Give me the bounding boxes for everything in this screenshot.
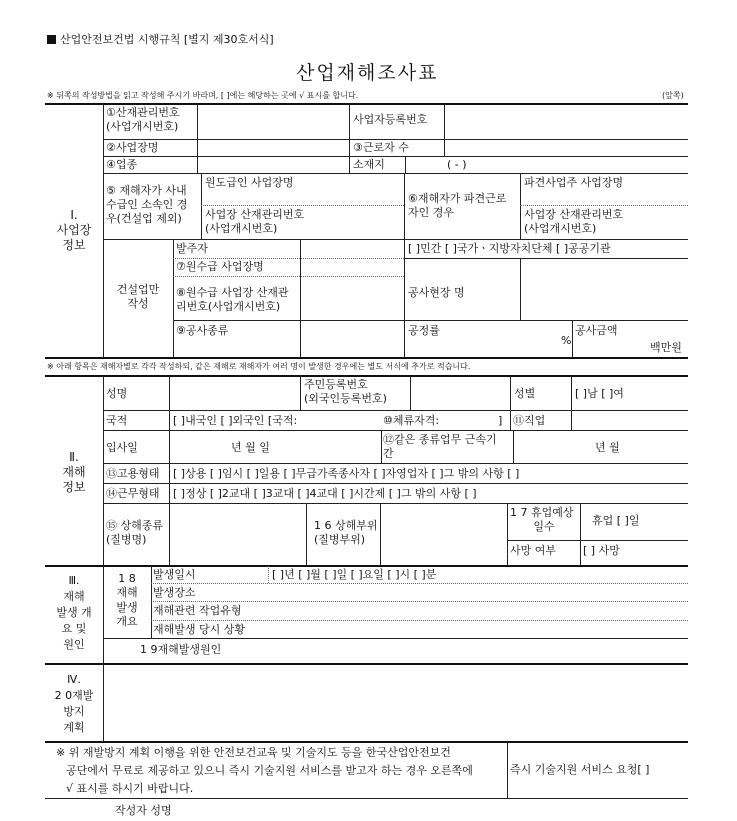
situation-label: 재해발생 당시 상황 [153,623,246,636]
workplace-name-label: ②사업장명 [106,141,159,154]
work-type-label: ⑨공사종류 [176,324,229,337]
accident-cause-label: 1 9재해발생원인 [140,643,222,656]
subcontractor-condition-label: ⑤ 재해자가 사내 수급인 소속인 경 우(건설업 제외) [106,184,188,225]
resident-number-label: 주민등록번호 (외국인등록번호) [304,378,387,405]
work-pattern-label: 재해관련 작업유형 [153,604,242,617]
location-label: 소재지 [353,158,385,171]
occurrence-datetime-label: 발생일시 [153,568,196,581]
accident-overview-label: 1 8 재해 발생 개요 [116,572,138,628]
form-law-reference: 산업안전보건법 시행규칙 [별지 제30호서식] [47,33,274,47]
tech-support-note: ※ 위 재발방지 계획 이행을 위한 안전보건교육 및 기술지도 등을 한국산업안전보건 공단에서 무료로 제공하고 있으니 즉시 기술지원 서비스를 받고자 하는 경우 오른쪽에 √ 표시를 하시기 바랍니다. [56,746,473,796]
occurrence-place-label: 발생장소 [153,586,196,599]
construction-only-label: 건설업만 작성 [116,283,160,310]
writer-name-label: 작성자 성명 [115,804,172,817]
prime-site-mgmt-label: ⑧원수급 사업장 산재관 리번호(사업개시번호) [176,286,289,313]
section2-label: Ⅱ. 재해 정보 [62,450,86,494]
per-victim-note: ※ 아래 항목은 재해자별로 각각 작성하되, 같은 재해로 재해자가 여러 명이 발생한 경우에는 별도 서식에 추가로 적습니다. [47,362,471,371]
leave-days-field[interactable]: 휴업 [ ]일 [592,514,640,527]
sex-label: 성별 [514,387,536,400]
prime-mgmt-number-label: 사업장 산재관리번호 (사업개시번호) [205,208,305,235]
nationality-options[interactable]: [ ]내국인 [ ]외국인 [국적: [173,414,298,427]
dispatch-employer-name-label: 파견사업주 사업장명 [524,176,624,189]
injury-part-label: 1 6 상해부위 (질병부위) [314,519,378,546]
stay-status-label: ⑩체류자격: [383,414,440,427]
leave-days-label: 1 7 휴업예상 일수 [510,506,574,533]
employment-type-label: ⑬고용형태 [106,467,160,480]
page-side-label: (앞쪽) [662,91,684,100]
employment-type-options[interactable]: [ ]상용 [ ]임시 [ ]일용 [ ]무급가족종사자 [ ]자영업자 [ ]그 밖의 사항 [ ] [173,467,520,480]
page-title: 산업재해조사표 [296,62,439,84]
hire-date-field[interactable]: 년 월 일 [231,441,270,454]
occupation-label: ⑪직업 [513,414,546,427]
work-shift-label: ⑭근무형태 [106,487,160,500]
progress-rate-label: 공정률 [408,324,440,337]
zip-code-field[interactable]: ( - ) [447,158,467,171]
business-reg-number-label: 사업자등록번호 [353,113,428,126]
death-label: 사망 여부 [510,544,557,557]
client-label: 발주자 [176,242,208,255]
worker-count-label: ③근로자 수 [353,141,409,154]
dispatch-mgmt-number-label: 사업장 산재관리번호 (사업개시번호) [524,208,624,235]
site-name-label: 공사현장 명 [408,286,465,299]
section3-label: Ⅲ. 재해 발생 개 요 및 원인 [56,574,92,651]
dispatch-worker-label: ⑥재해자가 파견근로 자인 경우 [408,192,507,219]
injury-type-label: ⑮ 상해종류 (질병명) [106,519,164,546]
work-shift-options[interactable]: [ ]정상 [ ]2교대 [ ]3교대 [ ]4교대 [ ]시간제 [ ]그 밖의 사항 [ ] [173,487,477,500]
sex-options[interactable]: [ ]남 [ ]여 [575,387,624,400]
workplace-mgmt-number-label: ①산재관리번호 (사업개시번호) [106,106,180,133]
instruction-note: ※ 뒤쪽의 작성방법을 읽고 작성해 주시기 바라며, [ ]에는 해당하는 곳에 √ 표시를 합니다. [47,91,359,100]
stay-status-bracket: ] [498,414,503,427]
industry-label: ④업종 [106,158,138,171]
prime-contractor-name-label: 원도급인 사업장명 [205,176,294,189]
occurrence-datetime-field[interactable]: [ ]년 [ ]월 [ ]일 [ ]요일 [ ]시 [ ]분 [272,568,437,581]
tenure-label: ⑫같은 종류업무 근속기 간 [383,433,497,460]
tech-support-request-checkbox[interactable]: 즉시 기술지원 서비스 요청[ ] [510,763,650,776]
construction-amount-label: 공사금액 [575,324,618,337]
victim-name-label: 성명 [106,387,128,400]
tenure-field[interactable]: 년 월 [595,441,620,454]
prime-site-name-label: ⑦원수급 사업장명 [176,260,264,273]
section1-label: Ⅰ. 사업장 정보 [56,208,92,252]
hire-date-label: 입사일 [106,441,138,454]
death-option[interactable]: [ ] 사망 [583,544,620,557]
million-won-unit: 백만원 [650,341,682,354]
section4-label: Ⅳ. 2 0재발 방지 계획 [54,673,94,734]
client-type-options[interactable]: [ ]민간 [ ]국가ㆍ지방자치단체 [ ]공공기관 [408,242,611,255]
square-bullet-icon [47,35,56,44]
percent-unit: % [561,334,572,347]
nationality-label: 국적 [106,414,128,427]
